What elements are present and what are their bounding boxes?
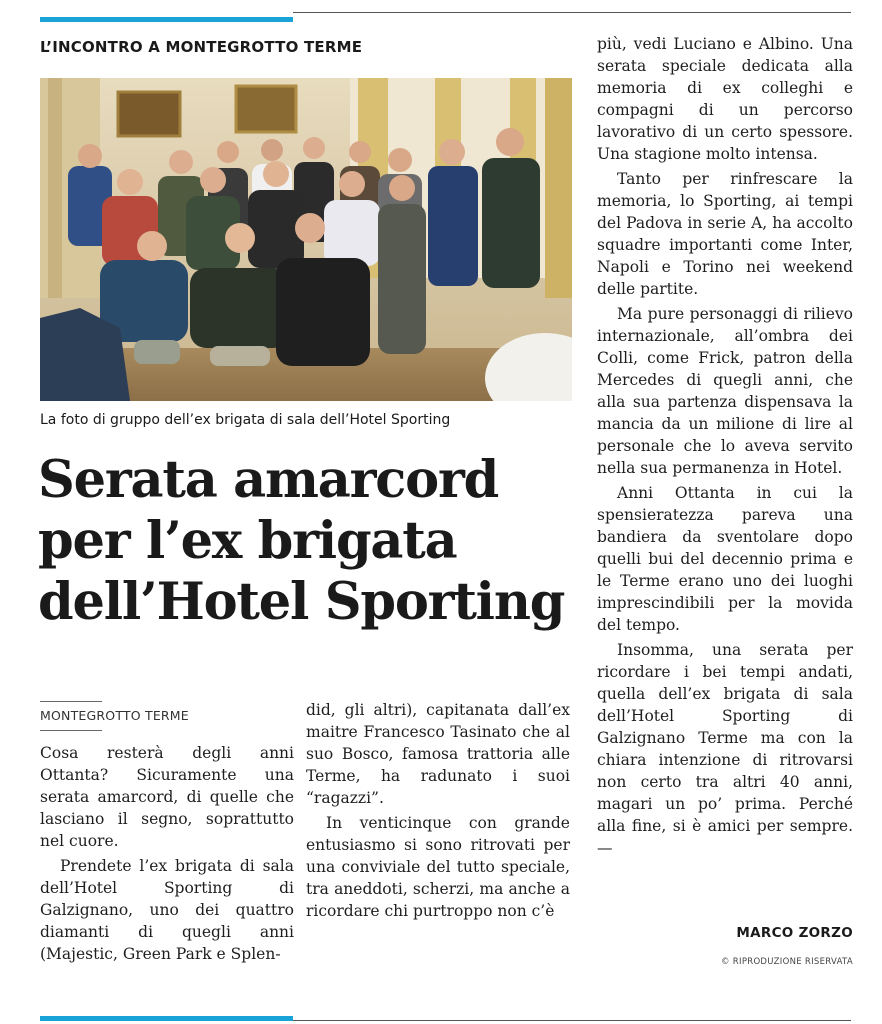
kicker: L’INCONTRO A MONTEGROTTO TERME: [40, 38, 363, 56]
headline-line-3: dell’Hotel Sporting: [38, 572, 565, 632]
article-column-2: [306, 699, 570, 922]
bottom-accent-rule: [40, 1016, 293, 1021]
byline: MARCO ZORZO: [736, 925, 853, 941]
group-photo: [40, 78, 572, 401]
headline: [38, 450, 583, 633]
paragraph: Ma pure personaggi di rilievo internazionale, all’ombra dei Colli, come Frick, patron della Mercedes di quegli anni, che alla sua partenza dispensava la mancia da un milione di lire al personale che lo aveva servito nella sua permanenza in Hotel.: [597, 305, 853, 477]
dateline-rule-bottom: [40, 730, 102, 731]
top-divider-rule: [293, 12, 851, 13]
paragraph: Cosa resterà degli anni Ottanta? Sicuramente una serata amarcord, di quelle che lasciano il segno, soprattutto nel cuore.: [40, 744, 294, 850]
dateline: MONTEGROTTO TERME: [40, 708, 189, 723]
dateline-rule-top: [40, 701, 102, 702]
paragraph: did, gli altri), capitanata dall’ex maitre Francesco Tasinato che al suo Bosco, famosa trattoria alle Terme, ha radunato i suoi “ragazzi”.: [306, 701, 570, 807]
paragraph: Anni Ottanta in cui la spensieratezza pareva una bandiera da sventolare dopo quelli bui del decennio prima e le Terme erano uno dei luoghi imprescindibili per la movida del tempo.: [597, 484, 853, 634]
headline-line-1: Serata amarcord: [38, 450, 499, 510]
paragraph: In venticinque con grande entusiasmo si sono ritrovati per una conviviale del tutto speciale, tra aneddoti, scherzi, ma anche a ricordare chi purtroppo non c’è: [306, 814, 570, 920]
paragraph: Prendete l’ex brigata di sala dell’Hotel Sporting di Galzignano, uno dei quattro diamanti di quegli anni (Majestic, Green Park e Splen-: [40, 857, 294, 963]
paragraph: più, vedi Luciano e Albino. Una serata speciale dedicata alla memoria di ex colleghi e compagni di un percorso lavorativo di un certo spessore. Una stagione molto intensa.: [597, 35, 853, 163]
headline-line-2: per l’ex brigata: [38, 511, 457, 571]
paragraph: Tanto per rinfrescare la memoria, lo Sporting, ai tempi del Padova in serie A, ha accolto squadre importanti come Inter, Napoli e Torino nei weekend delle partite.: [597, 170, 853, 298]
photo-caption: La foto di gruppo dell’ex brigata di sala dell’Hotel Sporting: [40, 412, 451, 428]
paragraph: Insomma, una serata per ricordare i bei tempi andati, quella dell’ex brigata di sala dell’Hotel Sporting di Galzignano Terme ma con la chiara intenzione di ritrovarsi non certo tra altri 40 anni, magari un po’ prima. Perché alla fine, si è amici per sempre. —: [597, 641, 853, 857]
copyright-notice: © RIPRODUZIONE RISERVATA: [721, 957, 853, 967]
article-column-3: [597, 33, 853, 859]
article-column-1: [40, 742, 294, 965]
top-accent-rule: [40, 17, 293, 22]
bottom-divider-rule: [293, 1020, 851, 1021]
